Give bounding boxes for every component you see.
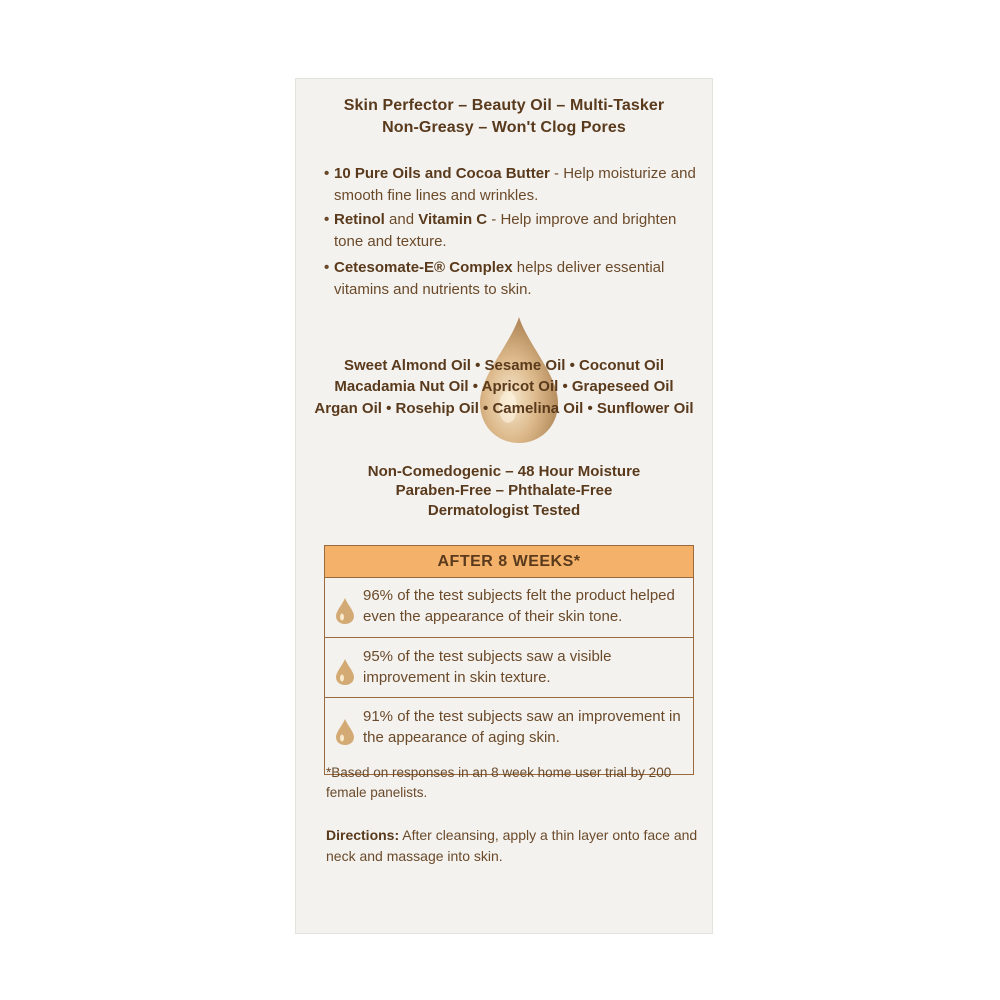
result-text: 96% of the test subjects felt the product helped even the appearance of their skin tone. <box>363 587 675 625</box>
benefit-text: and <box>384 211 419 228</box>
claims-line-1: Non-Comedogenic – 48 Hour Moisture <box>367 463 641 480</box>
directions-text: After cleansing, apply a thin layer onto face and neck and massage into skin. <box>326 827 698 864</box>
footnote: *Based on responses in an 8 week home user trial by 200 female panelists. <box>326 765 672 800</box>
benefit-text: helps deliver essential vitamins and nutrients to skin. <box>334 259 665 298</box>
benefit-text: - Help moisturize and smooth fine lines and wrinkles. <box>334 165 696 204</box>
oils-line-2: Macadamia Nut Oil • Apricot Oil • Grapeseed Oil <box>334 378 674 395</box>
benefit-item: • Retinol and Vitamin C - Help improve and brighten tone and texture. <box>324 211 677 250</box>
directions-label: Directions: <box>326 827 400 843</box>
directions <box>326 825 706 867</box>
benefit-bold: Retinol <box>334 211 385 228</box>
benefit-bold: Vitamin C <box>418 211 488 228</box>
oil-drop-icon <box>335 658 355 686</box>
results-box <box>324 545 694 775</box>
benefit-bold: 10 Pure Oils and Cocoa Butter <box>334 165 550 182</box>
headline-line-2: Non-Greasy – Won't Clog Pores <box>382 119 626 136</box>
claims-line-3: Dermatologist Tested <box>427 502 581 519</box>
oils-line-3: Argan Oil • Rosehip Oil • Camelina Oil • Sunflower Oil <box>314 400 694 417</box>
result-item <box>325 697 693 755</box>
result-text: 95% of the test subjects saw a visible improvement in skin texture. <box>363 648 612 686</box>
benefit-item: • 10 Pure Oils and Cocoa Butter - Help moisturize and smooth fine lines and wrinkles. <box>324 165 696 204</box>
benefit-bold: Cetesomate-E® Complex <box>334 259 513 276</box>
results-heading: AFTER 8 WEEKS* <box>325 546 693 578</box>
product-panel <box>295 78 713 934</box>
oil-drop-icon <box>335 718 355 746</box>
result-item <box>325 577 693 635</box>
result-text: 91% of the test subjects saw an improvement in the appearance of aging skin. <box>363 708 681 746</box>
oils-line-1: Sweet Almond Oil • Sesame Oil • Coconut Oil <box>343 357 664 374</box>
benefit-item: • Cetesomate-E® Complex helps deliver essential vitamins and nutrients to skin. <box>324 259 665 298</box>
result-item <box>325 637 693 695</box>
benefit-text: - Help improve and brighten tone and texture. <box>334 211 677 250</box>
oil-drop-icon <box>335 597 355 625</box>
claims-line-2: Paraben-Free – Phthalate-Free <box>395 482 613 499</box>
headline-line-1: Skin Perfector – Beauty Oil – Multi-Tasker <box>343 97 665 114</box>
